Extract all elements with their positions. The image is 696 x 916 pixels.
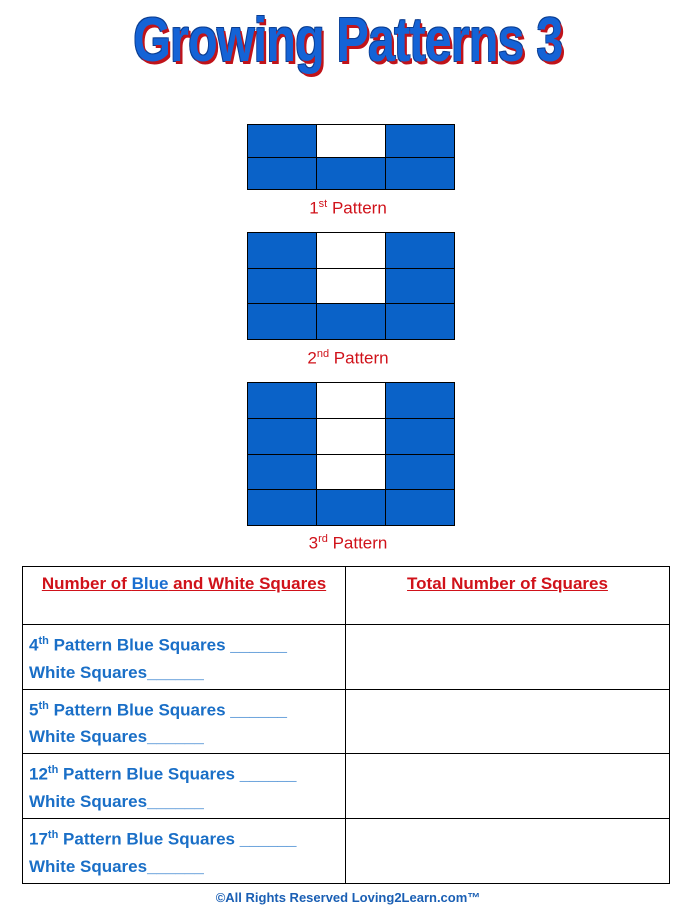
blue-square [386,490,454,525]
white-square [317,233,385,268]
worksheet-table [22,566,670,884]
answer-cell-4th[interactable] [346,625,670,690]
pattern-2-label: 2nd Pattern [307,348,389,368]
blue-square [386,383,454,418]
header-blue-white: Number of Blue and White Squares [23,567,346,625]
copyright-footer: ©All Rights Reserved Loving2Learn.com™ [215,890,481,905]
blue-square [248,490,316,525]
pattern-1-grid [247,124,455,190]
table-row [23,754,670,819]
blue-square [317,304,385,339]
table-header-row [23,567,670,625]
white-square [317,125,385,157]
blue-square [386,125,454,157]
pattern-3-grid [247,382,455,526]
blue-square [386,233,454,268]
row-17th-counts: 17th Pattern Blue Squares ______ White Squares______ [23,818,346,883]
white-square [317,419,385,454]
white-square [317,269,385,304]
white-square [317,455,385,490]
answer-cell-5th[interactable] [346,689,670,754]
table-row [23,818,670,883]
blue-square [317,158,385,190]
header-total: Total Number of Squares [346,567,670,625]
pattern-3-label: 3rd Pattern [308,533,388,553]
blue-square [386,304,454,339]
blue-square [386,455,454,490]
answer-cell-17th[interactable] [346,818,670,883]
page-title: Growing Patterns 3 [133,6,563,75]
table-row [23,689,670,754]
blue-square [386,269,454,304]
row-4th-counts: 4th Pattern Blue Squares ______ White Squares______ [23,625,346,690]
blue-square [248,383,316,418]
table-row [23,625,670,690]
blue-square [248,304,316,339]
white-square [317,383,385,418]
row-5th-counts: 5th Pattern Blue Squares ______ White Squares______ [23,689,346,754]
pattern-1-label: 1st Pattern [309,198,387,218]
blue-square [248,419,316,454]
blue-square [317,490,385,525]
blue-square [386,158,454,190]
answer-cell-12th[interactable] [346,754,670,819]
blue-square [248,233,316,268]
pattern-2-grid [247,232,455,340]
blue-square [248,125,316,157]
blue-square [248,269,316,304]
blue-square [248,158,316,190]
row-12th-counts: 12th Pattern Blue Squares ______ White Squares______ [23,754,346,819]
blue-square [386,419,454,454]
blue-square [248,455,316,490]
